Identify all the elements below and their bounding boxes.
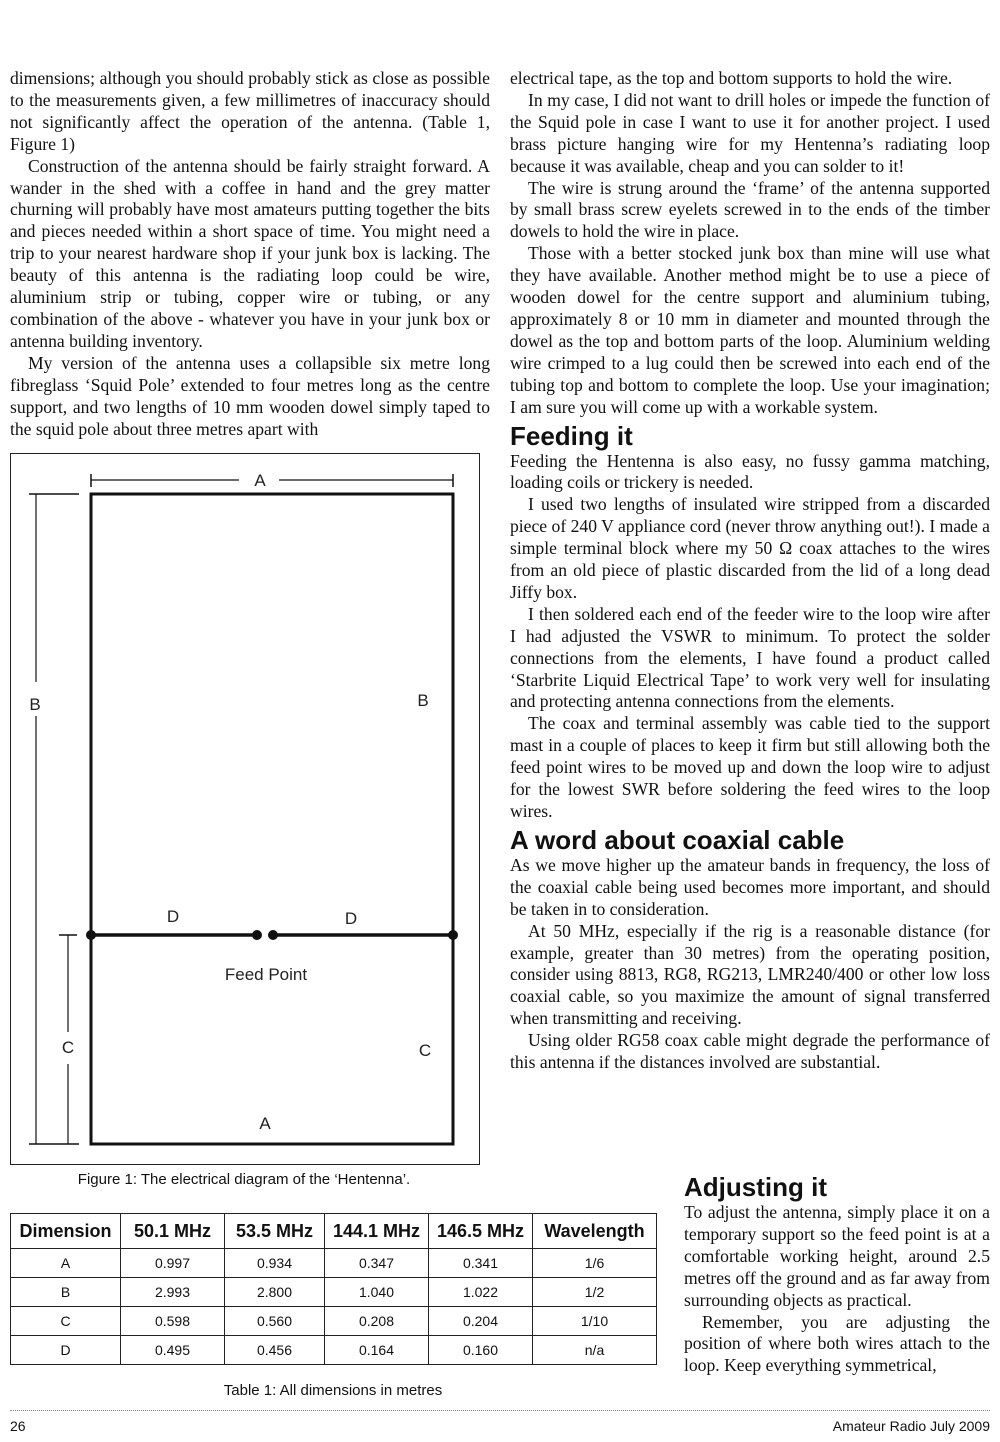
page-number: 26 [10, 1418, 26, 1434]
table-caption: Table 1: All dimensions in metres [223, 1382, 443, 1399]
label-b-left: B [29, 695, 41, 714]
table-cell: 0.341 [429, 1249, 533, 1278]
table-row [11, 1336, 657, 1365]
label-feed-point: Feed Point [224, 965, 308, 984]
body-paragraph: Feeding the Hentenna is also easy, no fussy gamma matching, loading coils or trickery is needed. [510, 450, 990, 493]
table-row [11, 1278, 657, 1307]
table-cell: 0.997 [121, 1249, 225, 1278]
dimensions-table [10, 1213, 657, 1365]
table-cell: 2.800 [225, 1278, 325, 1307]
figure-caption: Figure 1: The electrical diagram of the ‘Hentenna’. [77, 1171, 411, 1188]
feed-point-dot-left [252, 930, 262, 940]
table-header-cell: Dimension [11, 1214, 121, 1249]
body-paragraph: I used two lengths of insulated wire stripped from a discarded piece of 240 V appliance cord (never throw anything out!). I made a simple terminal block where my 50 Ω coax attaches to the wires from an old piece of plastic discarded from the lid of a long dead Jiffy box. [510, 494, 990, 602]
body-paragraph: Using older RG58 coax cable might degrade the performance of this antenna if the distances involved are substantial. [510, 1030, 990, 1073]
table-cell: 0.934 [225, 1249, 325, 1278]
figure-1-frame [10, 453, 480, 1165]
label-c-right: C [418, 1041, 432, 1060]
body-paragraph: electrical tape, as the top and bottom supports to hold the wire. [510, 68, 953, 88]
left-column [10, 68, 490, 440]
table-cell: A [11, 1249, 121, 1278]
table-header-cell: 144.1 MHz [325, 1214, 429, 1249]
section-heading-coax: A word about coaxial cable [510, 824, 845, 855]
table-header-cell: Wavelength [533, 1214, 657, 1249]
body-paragraph: I then soldered each end of the feeder wire to the loop wire after I had adjusted the VSWR to minimum. To protect the solder connections from the elements, I have found a product called ‘Starbrite Liquid Electrical Tape’ to work very well for insulating and protecting antenna connections from the elements. [510, 603, 990, 712]
table-cell: 0.495 [121, 1336, 225, 1365]
body-paragraph: Construction of the antenna should be fairly straight forward. A wander in the shed with a coffee in hand and the grey matter churning will probably have most amateurs putting together the bits and pieces needed within a short space of time. You might need a trip to your nearest hardware shop if your junk box is lacking. The beauty of this antenna is the radiating loop could be wire, aluminium strip or tubing, copper wire or tubing, or any combination of the above - whatever you have in your junk box or antenna building inventory. [10, 155, 490, 351]
table-cell: 2.993 [121, 1278, 225, 1307]
table-cell: B [11, 1278, 121, 1307]
table-cell: 0.347 [325, 1249, 429, 1278]
body-paragraph: Remember, you are adjusting the position of where both wires attach to the loop. Keep everything symmetrical, [684, 1311, 990, 1376]
table-header-cell: 53.5 MHz [225, 1214, 325, 1249]
table-cell: 0.208 [325, 1307, 429, 1336]
label-a-bottom: A [259, 1114, 271, 1133]
table-row [11, 1249, 657, 1278]
label-d-left: D [166, 907, 180, 926]
body-paragraph: My version of the antenna uses a collapsible six metre long fibreglass ‘Squid Pole’ extended to four metres long as the centre support, and two lengths of 10 mm wooden dowel simply taped to the squid pole about three metres apart with [10, 352, 490, 439]
table-cell: 0.204 [429, 1307, 533, 1336]
label-c-left: C [61, 1038, 75, 1057]
loop-junction-left [86, 930, 96, 940]
body-paragraph: At 50 MHz, especially if the rig is a reasonable distance (for example, greater than 30 metres) from the operating position, consider using 8813, RG8, RG213, LMR240/400 or other low loss coaxial cable, so you maximize the amount of signal transferred when transmitting and receiving. [510, 920, 990, 1029]
table-cell: n/a [533, 1336, 657, 1365]
table-cell: 0.160 [429, 1336, 533, 1365]
table-cell: 0.598 [121, 1307, 225, 1336]
label-d-right: D [344, 909, 358, 928]
table-cell: 1/6 [533, 1249, 657, 1278]
right-column [510, 68, 990, 1074]
body-paragraph: To adjust the antenna, simply place it on a temporary support so the feed point is at a comfortable working height, around 2.5 metres off the ground and as far away from surrounding objects as practical. [684, 1202, 990, 1310]
right-column-lower [684, 1170, 990, 1377]
radiating-loop [91, 494, 453, 1144]
table-header-row [11, 1214, 657, 1249]
feed-point-dot-right [268, 930, 278, 940]
table-cell: 0.456 [225, 1336, 325, 1365]
table-cell: D [11, 1336, 121, 1365]
label-a-top: A [254, 471, 266, 490]
table-1 [10, 1213, 656, 1365]
loop-junction-right [448, 930, 458, 940]
table-header-cell: 146.5 MHz [429, 1214, 533, 1249]
table-cell: 1.040 [325, 1278, 429, 1307]
body-paragraph: The coax and terminal assembly was cable tied to the support mast in a couple of places to keep it firm but still allowing both the feed point wires to be moved up and down the loop wire to adjust for the lowest SWR before soldering the feed wires to the loop wires. [510, 713, 990, 821]
table-cell: 0.164 [325, 1336, 429, 1365]
table-row [11, 1307, 657, 1336]
body-paragraph: In my case, I did not want to drill holes or impede the function of the Squid pole in case I want to use it for another project. I used brass picture hanging wire for my Hentenna’s radiating loop because it was available, cheap and you can solder to it! [510, 89, 990, 176]
table-cell: 1/10 [533, 1307, 657, 1336]
publication-footer: Amateur Radio July 2009 [832, 1418, 990, 1434]
section-heading-feeding: Feeding it [510, 420, 633, 451]
body-paragraph: The wire is strung around the ‘frame’ of the antenna supported by small brass screw eyelets screwed in to the ends of the timber dowels to hold the wire in place. [510, 177, 990, 242]
table-cell: C [11, 1307, 121, 1336]
label-b-right: B [417, 691, 429, 710]
body-paragraph: dimensions; although you should probably stick as close as possible to the measurements given, a few millimetres of inaccuracy should not significantly affect the operation of the antenna. (Table 1, Figure 1) [10, 68, 490, 154]
body-paragraph: As we move higher up the amateur bands in frequency, the loss of the coaxial cable being used becomes more important, and should be taken in to consideration. [510, 854, 990, 919]
hentenna-diagram [11, 454, 479, 1164]
footer-divider [10, 1410, 990, 1411]
table-cell: 1.022 [429, 1278, 533, 1307]
table-header-cell: 50.1 MHz [121, 1214, 225, 1249]
table-cell: 0.560 [225, 1307, 325, 1336]
body-paragraph: Those with a better stocked junk box than mine will use what they have available. Another method might be to use a piece of wooden dowel for the centre support and aluminium tubing, approximately 8 or 10 mm in diameter and mounted through the dowel as the top and bottom parts of the loop. Aluminium welding wire crimped to a lug could then be screwed into each end of the tubing top and bottom to complete the loop. Use your imagination; I am sure you will come up with a workable system. [510, 243, 990, 417]
table-cell: 1/2 [533, 1278, 657, 1307]
section-heading-adjusting: Adjusting it [684, 1172, 827, 1202]
